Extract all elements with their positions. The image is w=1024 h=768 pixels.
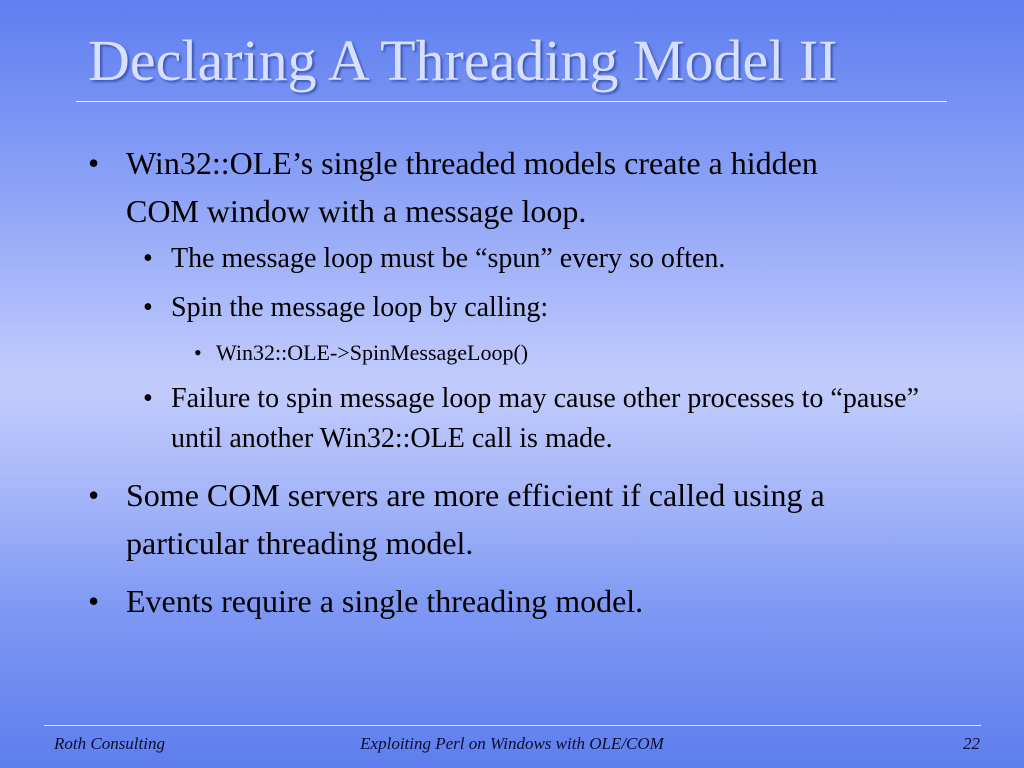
bullet-item	[88, 471, 896, 567]
footer-divider	[44, 725, 981, 726]
sub-bullet-item	[143, 288, 931, 328]
slide-number: 22	[963, 734, 980, 753]
bullet-text: Spin the message loop by calling:	[171, 292, 549, 323]
bullet-marker: •	[194, 340, 202, 365]
bullet-item	[88, 577, 896, 625]
bullet-marker: •	[88, 583, 100, 619]
bullet-marker: •	[143, 243, 153, 274]
sub-bullet-item	[143, 239, 931, 279]
footer-presentation-title: Exploiting Perl on Windows with OLE/COM	[360, 734, 664, 753]
footer-company: Roth Consulting	[54, 734, 165, 753]
bullet-text: Failure to spin message loop may cause other processes to “pause” until another Win32::OLE call is made.	[171, 383, 920, 454]
bullet-marker: •	[143, 292, 153, 323]
code-text: Win32::OLE->SpinMessageLoop()	[216, 340, 529, 365]
sub-sub-bullet-item	[194, 338, 916, 368]
bullet-item	[88, 139, 886, 235]
bullet-marker: •	[143, 383, 153, 414]
bullet-marker: •	[88, 145, 100, 181]
bullet-marker: •	[88, 477, 100, 513]
sub-bullet-item	[143, 379, 946, 459]
bullet-text: Some COM servers are more efficient if called using a particular threading model.	[126, 477, 825, 561]
bullet-text: The message loop must be “spun” every so often.	[171, 243, 726, 274]
bullet-text: Events require a single threading model.	[126, 583, 644, 619]
slide-title: Declaring A Threading Model II	[88, 28, 838, 93]
bullet-text: Win32::OLE’s single threaded models create a hidden COM window with a message loop.	[126, 145, 818, 229]
